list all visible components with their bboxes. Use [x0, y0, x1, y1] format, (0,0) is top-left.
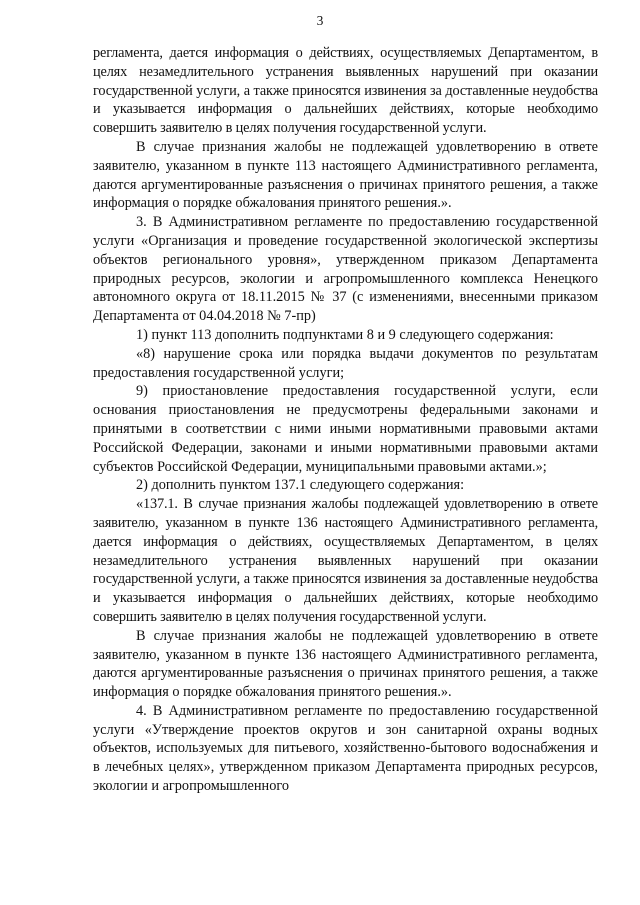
paragraph-item-3: 3. В Административном регламенте по предоставлению государственной услуги «Организация и проведение государственной экологической экспертизы объектов регионального уровня», утвержденном приказом Департамента природных ресурсов, экологии и агропромышленного комплекса Ненецкого автономного округа от 18.11.2015 № 37 (с изменениями, внесенными приказом Департамента от 04.04.2018 № 7-пр) — [93, 214, 598, 325]
paragraph-subitem-2: 2) дополнить пунктом 137.1 следующего содержания: — [136, 477, 465, 494]
paragraph-item-4: 4. В Административном регламенте по предоставлению государственной услуги «Утверждение проектов округов и зон санитарной охраны водных объектов, используемых для питьевого, хозяйственно-бытового водоснабжения и в лечебных целях», утвержденном приказом Департамента природных ресурсов, экологии и агропромышленного — [93, 702, 598, 795]
paragraph-subitem-1: 1) пункт 113 дополнить подпунктами 8 и 9 следующего содержания: — [136, 326, 554, 343]
paragraph-subpoint-8: «8) нарушение срока или порядка выдачи документов по результатам предоставления государственной услуги; — [93, 345, 598, 381]
page-number: 3 — [316, 13, 324, 28]
document-body — [93, 44, 598, 796]
paragraph-refusal-136: В случае признания жалобы не подлежащей удовлетворению в ответе заявителю, указанном в пункте 136 настоящего Административного регламента, даются аргументированные разъяснения о причинах принятого решения, а также информация о порядке обжалования принятого решения.». — [93, 627, 598, 701]
paragraph-refusal-113: В случае признания жалобы не подлежащей удовлетворению в ответе заявителю, указанном в пункте 113 настоящего Административного регламента, даются аргументированные разъяснения о причинах принятого решения, а также информация о порядке обжалования принятого решения.». — [93, 138, 598, 212]
paragraph-continuation: регламента, дается информация о действиях, осуществляемых Департаментом, в целях незамедлительного устранения выявленных нарушений при оказании государственной услуги, а также приносятся извинения за доставленные неудобства и указывается информация о дальнейших действиях, которые необходимо совершить заявителю в целях получения государственной услуги. — [93, 45, 598, 137]
paragraph-point-137-1: «137.1. В случае признания жалобы подлежащей удовлетворению в ответе заявителю, указанном в пункте 136 настоящего Административного регламента, дается информация о действиях, осуществляемых Департаментом, в целях незамедлительного устранения выявленных нарушений при оказании государственной услуги, а также приносятся извинения за доставленные неудобства и указывается информация о дальнейших действиях, которые необходимо совершить заявителю в целях получения государственной услуги. — [93, 496, 598, 625]
paragraph-subpoint-9: 9) приостановление предоставления государственной услуги, если основания приостановления не предусмотрены федеральными законами и принятыми в соответствии с ними иными нормативными правовыми актами Российской Федерации, законами и иными нормативными правовыми актами субъектов Российской Федерации, муниципальными правовыми актами.»; — [93, 383, 598, 475]
